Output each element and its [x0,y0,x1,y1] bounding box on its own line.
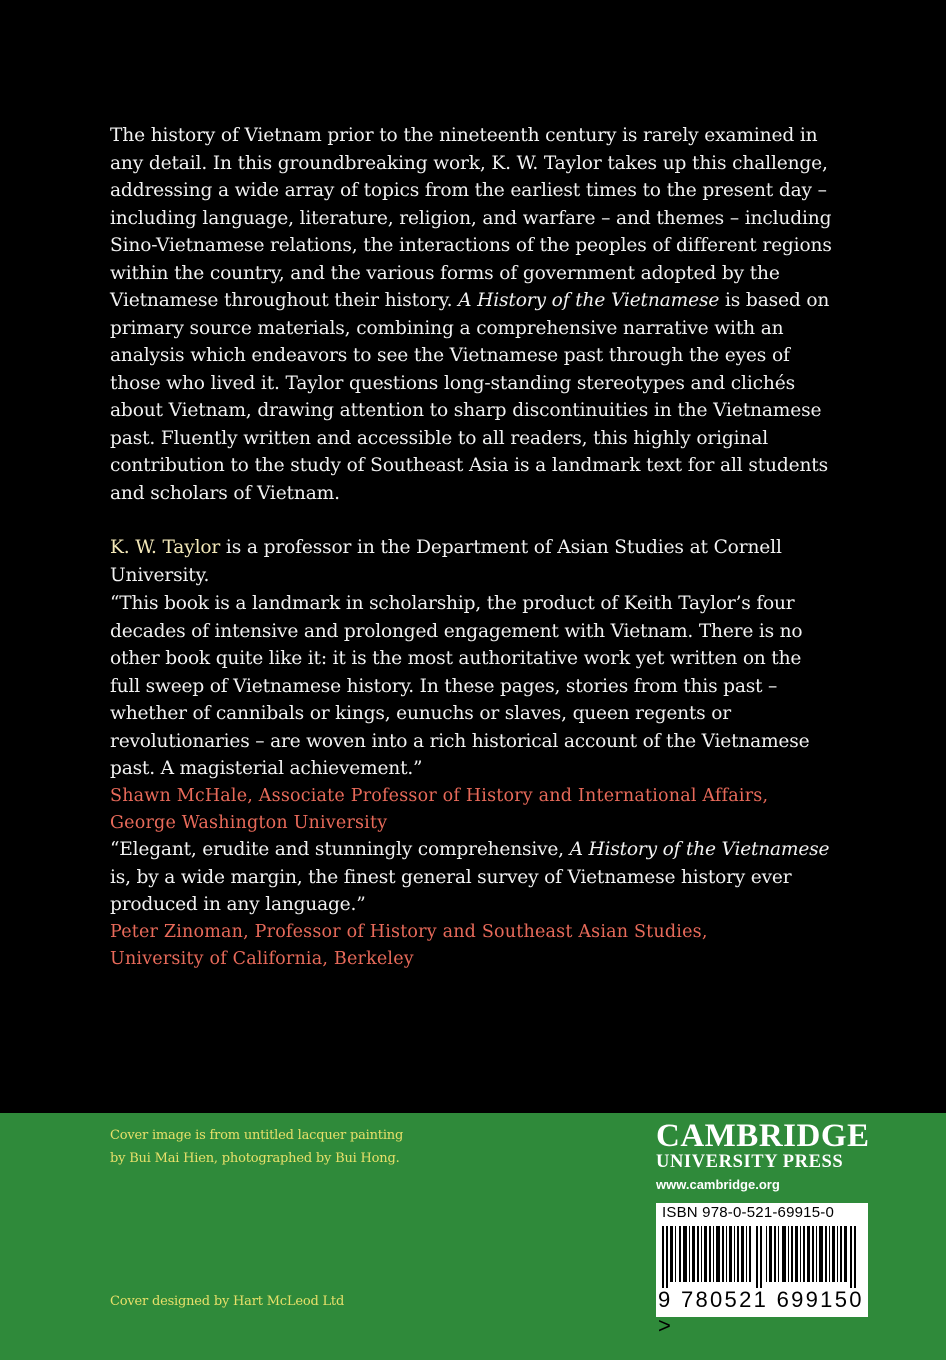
publisher-logo [656,1120,870,1196]
barcode-bars [660,1226,864,1288]
review-quote-2 [110,836,830,974]
author-name: K. W. Taylor [110,537,221,558]
book-title-italic: A History of the Vietnamese [458,290,720,311]
publisher-name: CAMBRIDGE [656,1118,870,1154]
cover-image-credit: Cover image is from untitled lacquer painting by Bui Mai Hien, photographed by Bui Hong. [110,1128,404,1166]
publisher-subtitle: UNIVERSITY PRESS [656,1152,844,1172]
isbn-label: ISBN 978-0-521-69915-0 [662,1204,835,1221]
book-description [110,122,840,589]
cover-design-credit: Cover designed by Hart McLeod Ltd [110,1294,345,1309]
isbn-barcode [656,1203,868,1338]
author-bio: K. W. Taylor is a professor in the Department of Asian Studies at Cornell University. [110,537,782,586]
quote-attribution: Peter Zinoman, Professor of History and Southeast Asian Studies, University of California, Berkeley [110,921,708,969]
barcode-digits: 9 780521 699150 > [658,1287,864,1338]
quote-text: “Elegant, erudite and stunningly comprehensive, A History of the Vietnamese is, by a wide margin, the finest general survey of Vietnamese history ever produced in any language.” [110,839,830,915]
review-quote-1 [110,590,830,838]
description-paragraph: The history of Vietnam prior to the nineteenth century is rarely examined in any detail. In this groundbreaking work, K. W. Taylor takes up this challenge, addressing a wide array of topics from the earliest times to the present day – including language, literature, religion, and warfare – and themes – including Sino-Vietnamese relations, the interactions of the peoples of different regions within the country, and the various forms of government adopted by the Vietnamese throughout their history. A History of the Vietnamese is based on primary source materials, combining a comprehensive narrative with an analysis which endeavors to see the Vietnamese past through the eyes of those who lived it. Taylor questions long-standing stereotypes and clichés about Vietnam, drawing attention to sharp discontinuities in the Vietnamese past. Fluently written and accessible to all readers, this highly original contribution to the study of Southeast Asia is a landmark text for all students and scholars of Vietnam. [110,125,832,504]
quote-attribution: Shawn McHale, Associate Professor of History and International Affairs, George Washington University [110,785,769,833]
quote-text: “This book is a landmark in scholarship, the product of Keith Taylor’s four decades of intensive and prolonged engagement with Vietnam. There is no other book quite like it: it is the most authoritative work yet written on the full sweep of Vietnamese history. In these pages, stories from this past – whether of cannibals or kings, eunuchs or slaves, queen regents or revolutionaries – are woven into a rich historical account of the Vietnamese past. A magisterial achievement.” [110,593,810,779]
publisher-url: www.cambridge.org [656,1177,780,1192]
